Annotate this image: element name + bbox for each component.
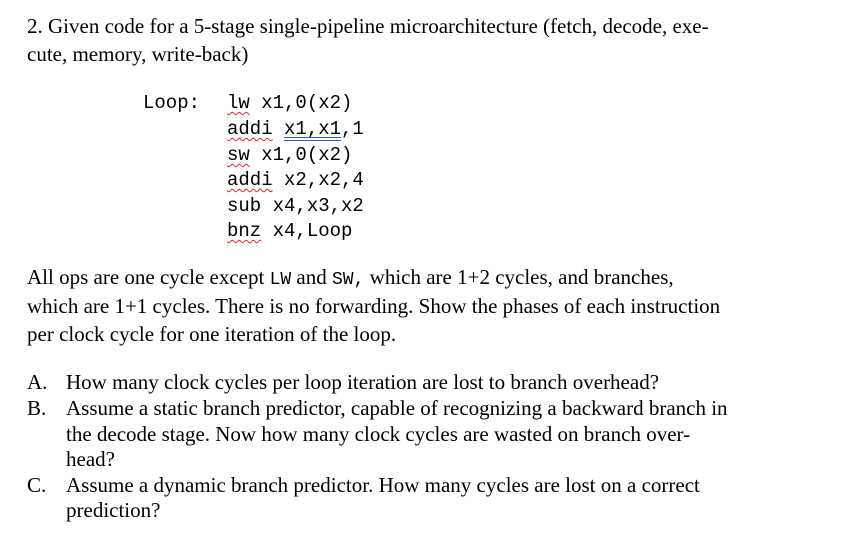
inline-code-sw: SW, [332, 270, 365, 290]
sub-question-text: Assume a static branch predictor, capable of recognizing a backward branch in [66, 396, 728, 420]
code-args-underlined: x1,x1 [284, 118, 342, 140]
code-args: x4,Loop [261, 220, 353, 242]
paragraph-text: and [291, 265, 332, 289]
code-line-6 [227, 219, 352, 244]
list-marker: C. [27, 473, 47, 497]
question-heading-line-2: cute, memory, write-back) [27, 42, 249, 66]
code-args: ,1 [341, 118, 364, 140]
code-sep [273, 118, 284, 140]
sub-question-text: How many clock cycles per loop iteration are lost to branch overhead? [66, 370, 660, 394]
code-line-3 [227, 143, 352, 168]
code-args: x1,0(x2) [249, 144, 353, 166]
inline-code-lw: LW [269, 270, 292, 290]
code-line-5 [227, 194, 364, 219]
paragraph-line-3: per clock cycle for one iteration of the loop. [27, 322, 397, 346]
list-marker: B. [27, 396, 47, 420]
code-op: sub [227, 195, 262, 217]
code-args: x1,0(x2) [249, 92, 353, 114]
code-op: bnz [227, 220, 262, 242]
list-marker: A. [27, 370, 48, 394]
code-op: addi [227, 118, 273, 140]
paragraph-text: All ops are one cycle except [27, 265, 270, 289]
code-line-1 [227, 91, 352, 116]
sub-question-text: the decode stage. Now how many clock cycles are wasted on branch over- [66, 422, 691, 446]
code-op: addi [227, 169, 273, 191]
question-heading-line-1: 2. Given code for a 5-stage single-pipeline microarchitecture (fetch, decode, exe- [27, 14, 709, 38]
code-args: x2,x2,4 [272, 169, 364, 191]
code-args: x4,x3,x2 [261, 195, 364, 217]
sub-question-text: head? [66, 447, 115, 471]
sub-question-text: prediction? [66, 498, 161, 522]
paragraph-line-2: which are 1+1 cycles. There is no forwarding. Show the phases of each instruction [27, 294, 721, 318]
sub-question-text: Assume a dynamic branch predictor. How many cycles are lost on a correct [66, 473, 700, 497]
code-loop-label: Loop: [143, 92, 201, 114]
code-op: lw [227, 92, 250, 114]
paragraph-text: which are 1+2 cycles, and branches, [364, 265, 674, 289]
code-line-2 [227, 117, 364, 142]
code-op: sw [227, 144, 250, 166]
code-line-4 [227, 168, 364, 193]
paragraph-line-1 [27, 263, 674, 294]
